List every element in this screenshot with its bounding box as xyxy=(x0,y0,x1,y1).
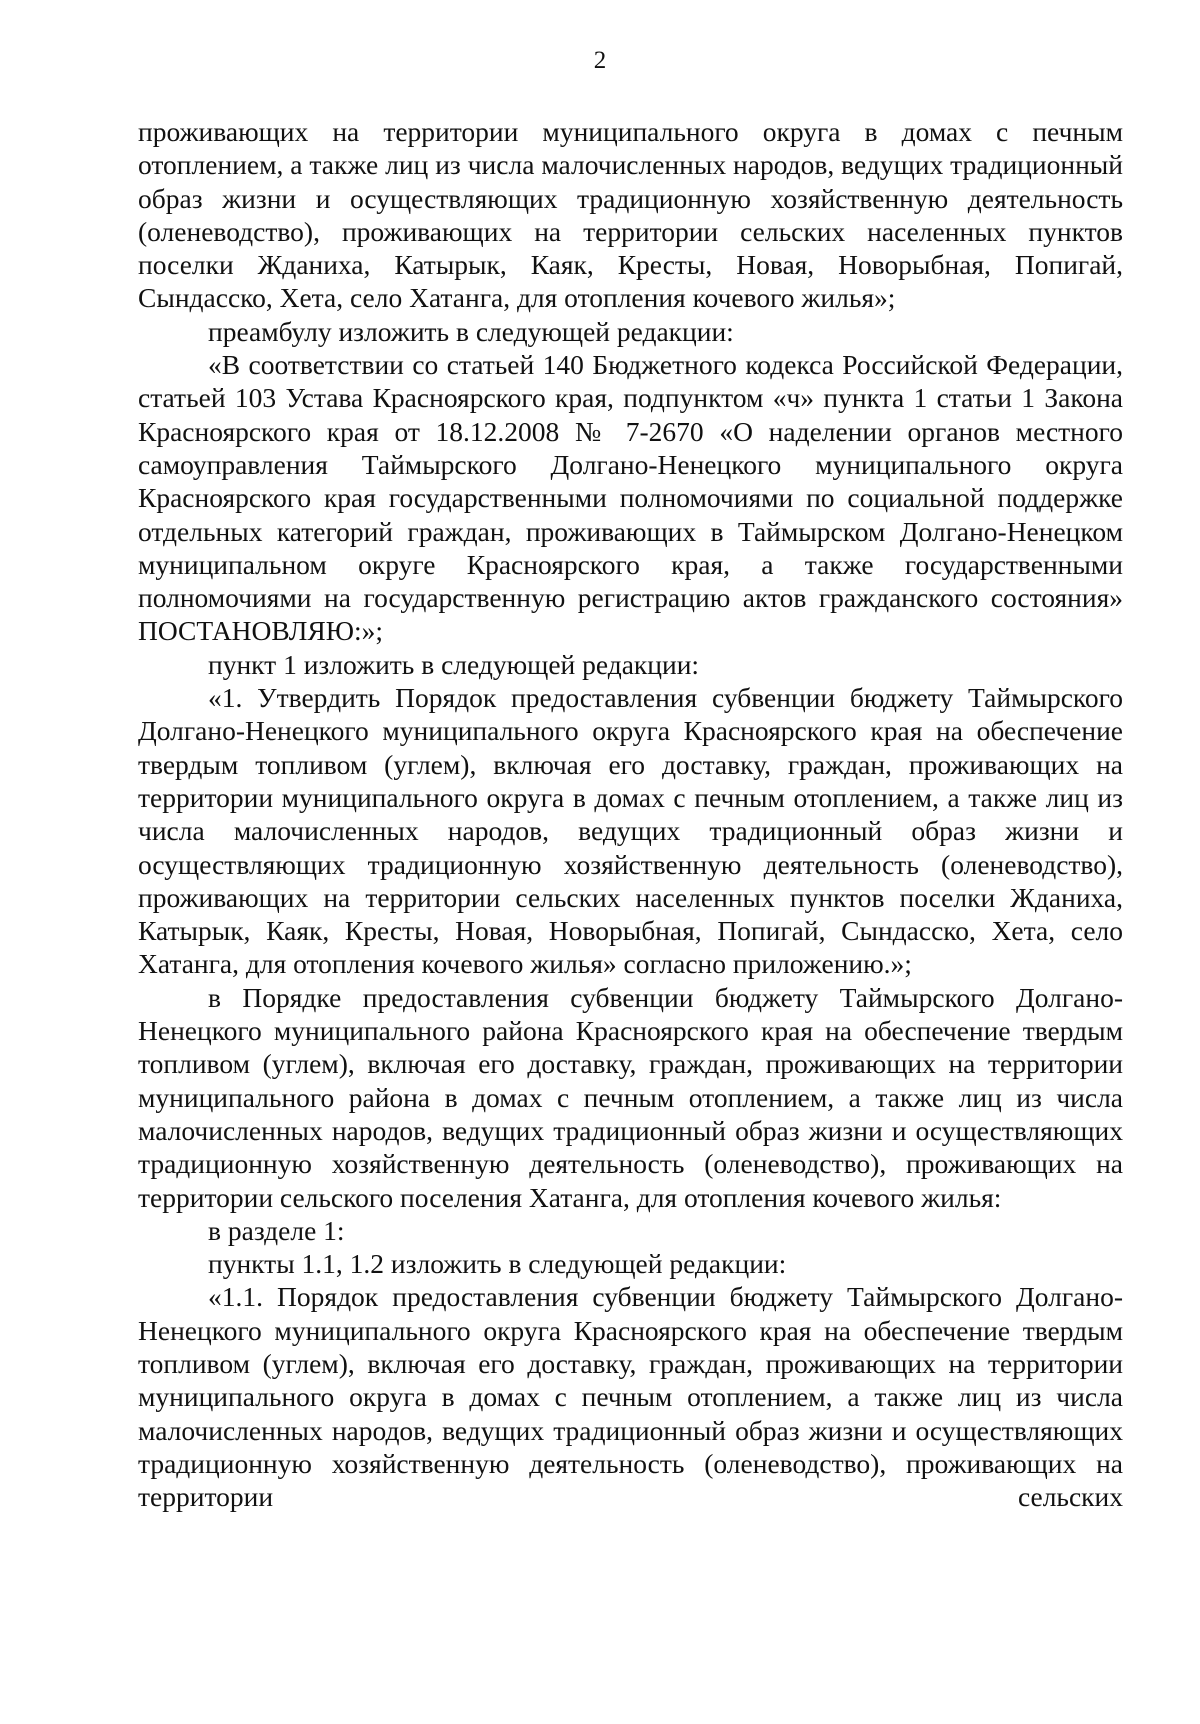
paragraph-9: «1.1. Порядок предоставления субвенции бюджету Таймырского Долгано-Ненецкого муниципального округа Красноярского края на обеспечение твердым топливом (углем), включая его доставку, граждан, проживающих на территории муниципального округа в домах с печным отоплением, а также лиц из числа малочисленных народов, ведущих традиционный образ жизни и осуществляющих традиционную хозяйственную деятельность (оленеводство), проживающих на территории сельских xyxy=(138,1281,1123,1513)
paragraph-4: пункт 1 изложить в следующей редакции: xyxy=(208,648,700,680)
paragraph-7: в разделе 1: xyxy=(208,1214,345,1246)
paragraph-1: проживающих на территории муниципального округа в домах с печным отоплением, а также лиц из числа малочисленных народов, ведущих традиционный образ жизни и осуществляющих традиционную хозяйственную деятельность (оленеводство), проживающих на территории сельских населенных пунктов поселки Жданиха, Катырык, Каяк, Кресты, Новая, Новорыбная, Попигай, Сындасско, Хета, село Хатанга, для отопления кочевого жилья»; xyxy=(138,116,1123,314)
paragraph-5: «1. Утвердить Порядок предоставления субвенции бюджету Таймырского Долгано-Ненецкого муниципального округа Красноярского края на обеспечение твердым топливом (углем), включая его доставку, граждан, проживающих на территории муниципального округа в домах с печным отоплением, а также лиц из числа малочисленных народов, ведущих традиционный образ жизни и осуществляющих традиционную хозяйственную деятельность (оленеводство), проживающих на территории сельских населенных пунктов поселки Жданиха, Катырык, Каяк, Кресты, Новая, Новорыбная, Попигай, Сындасско, Хета, село Хатанга, для отопления кочевого жилья» согласно приложению.»; xyxy=(138,682,1123,980)
paragraph-2: преамбулу изложить в следующей редакции: xyxy=(208,315,734,347)
paragraph-8: пункты 1.1, 1.2 изложить в следующей редакции: xyxy=(208,1248,787,1280)
paragraph-3: «В соответствии со статьей 140 Бюджетного кодекса Российской Федерации, статьей 103 Устава Красноярского края, подпунктом «ч» пункта 1 статьи 1 Закона Красноярского края от 18.12.2008 № 7-2670 «О наделении органов местного самоуправления Таймырского Долгано-Ненецкого муниципального округа Красноярского края государственными полномочиями по социальной поддержке отдельных категорий граждан, проживающих в Таймырском Долгано-Ненецком муниципальном округе Красноярского края, а также государственными полномочиями на государственную регистрацию актов гражданского состояния» ПОСТАНОВЛЯЮ:»; xyxy=(138,349,1123,647)
paragraph-6: в Порядке предоставления субвенции бюджету Таймырского Долгано-Ненецкого муниципального района Красноярского края на обеспечение твердым топливом (углем), включая его доставку, граждан, проживающих на территории муниципального района в домах с печным отоплением, а также лиц из числа малочисленных народов, ведущих традиционный образ жизни и осуществляющих традиционную хозяйственную деятельность (оленеводство), проживающих на территории сельского поселения Хатанга, для отопления кочевого жилья: xyxy=(138,981,1123,1213)
document-body xyxy=(138,115,1123,1513)
page-number: 2 xyxy=(593,47,607,74)
